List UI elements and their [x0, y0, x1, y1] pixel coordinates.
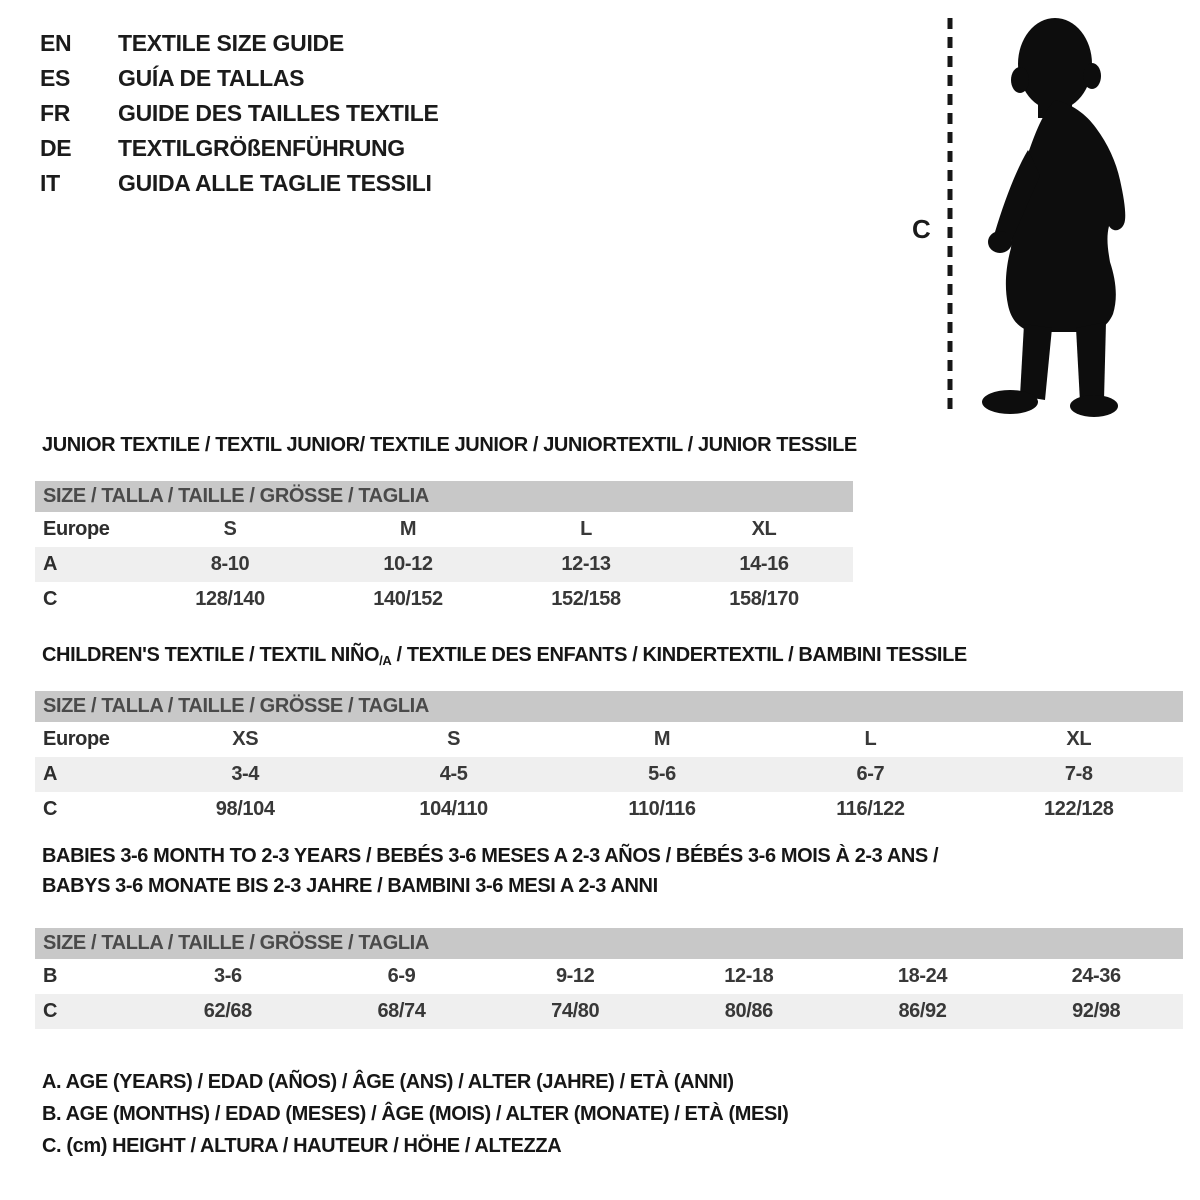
age-cell: 7-8	[1064, 763, 1093, 785]
size-cell: XL	[1066, 728, 1092, 750]
language-list	[40, 26, 439, 201]
table-row	[35, 959, 1183, 994]
measurement-legend	[42, 1066, 788, 1162]
table-row	[35, 582, 853, 617]
height-cell: 80/86	[724, 1000, 773, 1022]
height-cell: 140/152	[373, 588, 443, 610]
height-measure-label: C	[912, 214, 931, 244]
junior-size-table	[35, 481, 853, 617]
babies-table-body	[35, 959, 1183, 1029]
language-title: TEXTILGRÖßENFÜHRUNG	[118, 135, 405, 161]
age-cell: 9-12	[555, 965, 595, 987]
height-cell: 122/128	[1044, 798, 1114, 820]
legend-age-years: A. AGE (YEARS) / EDAD (AÑOS) / ÂGE (ANS) / ALTER (JAHRE) / ETÀ (ANNI)	[42, 1070, 734, 1093]
junior-table-body	[35, 512, 853, 617]
size-cell: S	[447, 728, 461, 750]
row-label: Europe	[43, 728, 110, 750]
language-row-fr	[40, 96, 439, 131]
height-cell: 128/140	[195, 588, 265, 610]
legend-height-cm: C. (cm) HEIGHT / ALTURA / HAUTEUR / HÖHE / ALTEZZA	[42, 1134, 562, 1157]
language-code: FR	[40, 100, 71, 126]
language-title: GUIDE DES TAILLES TEXTILE	[118, 100, 439, 126]
size-cell: L	[580, 518, 592, 540]
table-row	[35, 757, 1183, 792]
table-row	[35, 512, 853, 547]
junior-table-header: SIZE / TALLA / TAILLE / GRÖSSE / TAGLIA	[35, 481, 853, 512]
table-row	[35, 792, 1183, 827]
toddler-silhouette	[982, 18, 1125, 417]
age-cell: 12-13	[561, 553, 611, 575]
size-cell: XL	[751, 518, 777, 540]
height-cell: 68/74	[377, 1000, 426, 1022]
row-label: C	[43, 798, 58, 820]
height-cell: 92/98	[1072, 1000, 1121, 1022]
children-table-body	[35, 722, 1183, 827]
age-cell: 6-9	[387, 965, 416, 987]
table-row	[35, 994, 1183, 1029]
age-cell: 4-5	[439, 763, 468, 785]
babies-table-header: SIZE / TALLA / TAILLE / GRÖSSE / TAGLIA	[35, 928, 1183, 959]
row-label: A	[43, 553, 58, 575]
language-title: GUÍA DE TALLAS	[118, 65, 305, 91]
size-cell: XS	[232, 728, 259, 750]
legend-age-months: B. AGE (MONTHS) / EDAD (MESES) / ÂGE (MOIS) / ALTER (MONATE) / ETÀ (MESI)	[42, 1102, 789, 1125]
age-cell: 6-7	[856, 763, 885, 785]
children-title-rest: / TEXTILE DES ENFANTS / KINDERTEXTIL / BAMBINI TESSILE	[391, 644, 967, 666]
height-cell: 110/116	[628, 798, 696, 820]
age-cell: 14-16	[739, 553, 789, 575]
babies-size-table	[35, 928, 1183, 1029]
height-cell: 74/80	[551, 1000, 600, 1022]
age-cell: 5-6	[648, 763, 676, 785]
height-cell: 152/158	[551, 588, 621, 610]
language-code: IT	[40, 170, 60, 196]
children-title-main: CHILDREN'S TEXTILE / TEXTIL NIÑO	[42, 644, 380, 666]
height-cell: 116/122	[836, 798, 905, 820]
language-title: TEXTILE SIZE GUIDE	[118, 30, 344, 56]
language-row-it	[40, 166, 439, 201]
row-label: C	[43, 1000, 58, 1022]
language-row-es	[40, 61, 439, 96]
table-row	[35, 722, 1183, 757]
row-label: A	[43, 763, 58, 785]
age-cell: 24-36	[1071, 965, 1121, 987]
age-cell: 8-10	[210, 553, 250, 575]
row-label: Europe	[43, 518, 110, 540]
children-section-title	[42, 644, 967, 668]
language-title: GUIDA ALLE TAGLIE TESSILI	[118, 170, 432, 196]
babies-section-title-line2: BABYS 3-6 MONATE BIS 2-3 JAHRE / BAMBINI 3-6 MESI A 2-3 ANNI	[42, 875, 658, 897]
size-cell: M	[653, 728, 671, 750]
row-label: B	[43, 965, 58, 987]
row-label: C	[43, 588, 58, 610]
language-code: DE	[40, 135, 72, 161]
age-cell: 12-18	[724, 965, 774, 987]
age-cell: 18-24	[897, 965, 948, 987]
table-row	[35, 547, 853, 582]
babies-section-title-line1: BABIES 3-6 MONTH TO 2-3 YEARS / BEBÉS 3-6 MESES A 2-3 AÑOS / BÉBÉS 3-6 MOIS À 2-3 ANS /	[42, 845, 939, 867]
children-title-subscript: /A	[379, 653, 392, 668]
children-table-header: SIZE / TALLA / TAILLE / GRÖSSE / TAGLIA	[35, 691, 1183, 722]
age-cell: 10-12	[383, 553, 433, 575]
language-row-en	[40, 26, 439, 61]
height-cell: 62/68	[203, 1000, 252, 1022]
junior-section-title: JUNIOR TEXTILE / TEXTIL JUNIOR/ TEXTILE JUNIOR / JUNIORTEXTIL / JUNIOR TESSILE	[42, 434, 857, 456]
height-cell: 86/92	[898, 1000, 947, 1022]
height-cell: 104/110	[419, 798, 488, 820]
language-code: ES	[40, 65, 71, 91]
language-code: EN	[40, 30, 72, 56]
age-cell: 3-6	[213, 965, 242, 987]
size-cell: M	[399, 518, 417, 540]
language-row-de	[40, 131, 439, 166]
age-cell: 3-4	[231, 763, 260, 785]
height-cell: 98/104	[215, 798, 275, 820]
height-cell: 158/170	[729, 588, 799, 610]
size-cell: L	[864, 728, 877, 750]
size-cell: S	[223, 518, 237, 540]
toddler-silhouette-figure	[900, 8, 1150, 428]
children-size-table	[35, 691, 1183, 827]
